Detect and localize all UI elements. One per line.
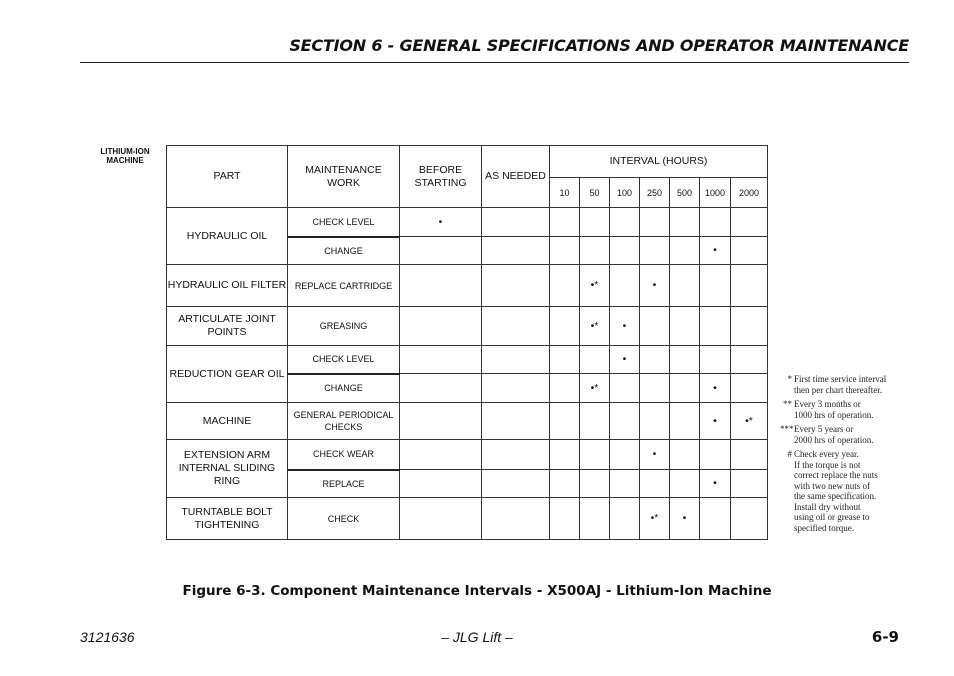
interval-cell-50 xyxy=(580,440,610,470)
interval-cell-10 xyxy=(550,403,580,440)
work-cell: GENERAL PERIODICAL CHECKS xyxy=(288,403,400,440)
header-interval-2000: 2000 xyxy=(731,178,768,208)
interval-cell-50 xyxy=(580,403,610,440)
interval-cell-10 xyxy=(550,346,580,374)
interval-cell-250: • xyxy=(640,265,670,307)
before-starting-cell xyxy=(400,403,482,440)
interval-cell-250 xyxy=(640,307,670,346)
interval-cell-1000 xyxy=(700,346,731,374)
interval-cell-500 xyxy=(670,470,700,498)
interval-cell-100: • xyxy=(610,346,640,374)
interval-cell-10 xyxy=(550,440,580,470)
as-needed-cell xyxy=(482,237,550,265)
interval-cell-500 xyxy=(670,237,700,265)
part-cell: EXTENSION ARM INTERNAL SLIDING RING xyxy=(167,440,288,498)
interval-cell-2000 xyxy=(731,237,768,265)
footnote-mark: * xyxy=(787,374,792,384)
as-needed-cell xyxy=(482,265,550,307)
header-interval-1000: 1000 xyxy=(700,178,731,208)
machine-type-label: LITHIUM-ION MACHINE xyxy=(100,147,150,165)
interval-cell-2000 xyxy=(731,498,768,540)
table-row xyxy=(167,440,768,470)
interval-cell-250 xyxy=(640,470,670,498)
interval-cell-50 xyxy=(580,208,610,237)
as-needed-cell xyxy=(482,208,550,237)
interval-cell-2000 xyxy=(731,265,768,307)
interval-cell-100 xyxy=(610,403,640,440)
interval-cell-10 xyxy=(550,237,580,265)
part-cell: HYDRAULIC OIL FILTER xyxy=(167,265,288,307)
before-starting-cell: • xyxy=(400,208,482,237)
interval-cell-10 xyxy=(550,470,580,498)
interval-cell-1000 xyxy=(700,208,731,237)
interval-cell-2000 xyxy=(731,374,768,403)
before-starting-cell xyxy=(400,265,482,307)
interval-cell-250 xyxy=(640,208,670,237)
as-needed-cell xyxy=(482,374,550,403)
interval-cell-50: •* xyxy=(580,374,610,403)
work-cell: CHECK WEAR xyxy=(288,440,400,470)
before-starting-cell xyxy=(400,374,482,403)
interval-cell-1000 xyxy=(700,440,731,470)
work-cell: CHANGE xyxy=(288,237,400,265)
header-rule xyxy=(80,62,909,63)
interval-cell-1000 xyxy=(700,498,731,540)
page-number: 6-9 xyxy=(871,628,899,646)
interval-cell-10 xyxy=(550,498,580,540)
interval-cell-100 xyxy=(610,498,640,540)
before-starting-cell xyxy=(400,307,482,346)
work-cell: REPLACE xyxy=(288,470,400,498)
interval-cell-10 xyxy=(550,265,580,307)
interval-cell-250 xyxy=(640,237,670,265)
interval-cell-100 xyxy=(610,374,640,403)
work-cell: REPLACE CARTRIDGE xyxy=(288,265,400,307)
table-row xyxy=(167,265,768,307)
interval-cell-2000 xyxy=(731,470,768,498)
maintenance-interval-table xyxy=(166,145,768,540)
header-interval-250: 250 xyxy=(640,178,670,208)
footnote-text: Check every year. If the torque is not correct replace the nuts with two new nuts of the same specification. Install dry without using oil or grease to specified torque. xyxy=(794,449,878,533)
header-as-needed: AS NEEDED xyxy=(482,146,550,208)
section-title: SECTION 6 - GENERAL SPECIFICATIONS AND OPERATOR MAINTENANCE xyxy=(289,36,909,55)
interval-cell-2000 xyxy=(731,208,768,237)
before-starting-cell xyxy=(400,470,482,498)
before-starting-cell xyxy=(400,237,482,265)
interval-cell-50 xyxy=(580,346,610,374)
footnotes xyxy=(780,374,886,537)
as-needed-cell xyxy=(482,307,550,346)
interval-cell-500 xyxy=(670,440,700,470)
part-cell: REDUCTION GEAR OIL xyxy=(167,346,288,403)
interval-cell-1000: • xyxy=(700,237,731,265)
footnote-mark: # xyxy=(787,449,792,459)
footnote xyxy=(780,424,886,445)
table-row xyxy=(167,307,768,346)
as-needed-cell xyxy=(482,403,550,440)
interval-cell-1000: • xyxy=(700,374,731,403)
work-cell: CHECK LEVEL xyxy=(288,208,400,237)
interval-cell-500 xyxy=(670,208,700,237)
interval-cell-10 xyxy=(550,208,580,237)
interval-cell-100 xyxy=(610,440,640,470)
part-cell: ARTICULATE JOINT POINTS xyxy=(167,307,288,346)
interval-cell-1000: • xyxy=(700,403,731,440)
interval-cell-500 xyxy=(670,346,700,374)
footnote xyxy=(780,399,886,420)
interval-cell-100: • xyxy=(610,307,640,346)
interval-cell-100 xyxy=(610,208,640,237)
table-row xyxy=(167,403,768,440)
work-cell: GREASING xyxy=(288,307,400,346)
header-interval-500: 500 xyxy=(670,178,700,208)
header-before-starting: BEFORE STARTING xyxy=(400,146,482,208)
work-cell: CHECK LEVEL xyxy=(288,346,400,374)
work-cell: CHANGE xyxy=(288,374,400,403)
interval-cell-2000 xyxy=(731,440,768,470)
before-starting-cell xyxy=(400,498,482,540)
interval-cell-250: •* xyxy=(640,498,670,540)
footnote-text: Every 3 months or 1000 hrs of operation. xyxy=(794,399,874,420)
interval-cell-500 xyxy=(670,265,700,307)
interval-cell-250 xyxy=(640,403,670,440)
interval-cell-50 xyxy=(580,498,610,540)
footnote xyxy=(780,449,886,533)
part-cell: HYDRAULIC OIL xyxy=(167,208,288,265)
interval-cell-50: •* xyxy=(580,265,610,307)
header-interval-10: 10 xyxy=(550,178,580,208)
interval-cell-500: • xyxy=(670,498,700,540)
interval-cell-500 xyxy=(670,307,700,346)
interval-cell-2000: •* xyxy=(731,403,768,440)
footnote-mark: ** xyxy=(783,399,792,409)
interval-cell-500 xyxy=(670,374,700,403)
as-needed-cell xyxy=(482,470,550,498)
footnote-text: First time service interval then per chart thereafter. xyxy=(794,374,887,395)
footnote-mark: *** xyxy=(780,424,794,434)
interval-cell-100 xyxy=(610,265,640,307)
interval-cell-1000 xyxy=(700,265,731,307)
interval-cell-1000 xyxy=(700,307,731,346)
interval-cell-100 xyxy=(610,470,640,498)
header-interval: INTERVAL (HOURS) xyxy=(550,146,768,178)
interval-cell-50: •* xyxy=(580,307,610,346)
interval-cell-2000 xyxy=(731,346,768,374)
interval-cell-250 xyxy=(640,346,670,374)
interval-cell-10 xyxy=(550,374,580,403)
interval-cell-500 xyxy=(670,403,700,440)
interval-cell-50 xyxy=(580,470,610,498)
table-row xyxy=(167,346,768,374)
interval-cell-2000 xyxy=(731,307,768,346)
interval-cell-250: • xyxy=(640,440,670,470)
as-needed-cell xyxy=(482,346,550,374)
document-number: 3121636 xyxy=(80,629,135,645)
interval-cell-50 xyxy=(580,237,610,265)
work-cell: CHECK xyxy=(288,498,400,540)
before-starting-cell xyxy=(400,440,482,470)
header-interval-50: 50 xyxy=(580,178,610,208)
header-interval-100: 100 xyxy=(610,178,640,208)
table-row xyxy=(167,498,768,540)
figure-caption: Figure 6-3. Component Maintenance Intervals - X500AJ - Lithium-Ion Machine xyxy=(182,583,772,599)
interval-cell-10 xyxy=(550,307,580,346)
footnote-text: Every 5 years or 2000 hrs of operation. xyxy=(794,424,874,445)
footnote xyxy=(780,374,886,395)
interval-cell-1000: • xyxy=(700,470,731,498)
table-row xyxy=(167,208,768,237)
interval-cell-250 xyxy=(640,374,670,403)
as-needed-cell xyxy=(482,440,550,470)
header-part: PART xyxy=(167,146,288,208)
part-cell: MACHINE xyxy=(167,403,288,440)
as-needed-cell xyxy=(482,498,550,540)
header-maintenance-work: MAINTENANCE WORK xyxy=(288,146,400,208)
interval-cell-100 xyxy=(610,237,640,265)
footer-brand: – JLG Lift – xyxy=(441,629,513,645)
part-cell: TURNTABLE BOLT TIGHTENING xyxy=(167,498,288,540)
before-starting-cell xyxy=(400,346,482,374)
